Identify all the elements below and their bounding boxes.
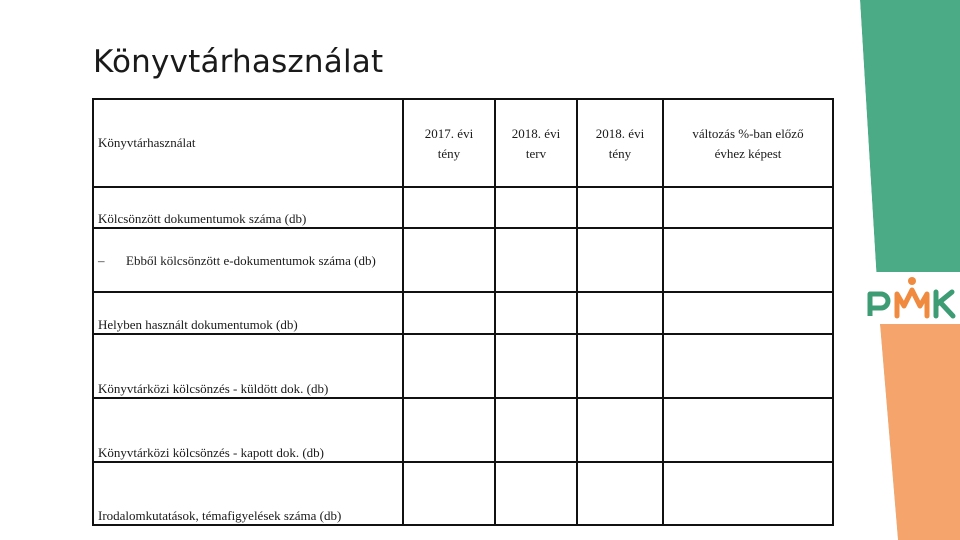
table-row xyxy=(93,398,833,462)
table-cell xyxy=(663,398,833,462)
pmk-logo xyxy=(864,272,960,324)
table-cell xyxy=(403,334,495,398)
table-cell xyxy=(577,228,663,292)
row-label: Helyben használt dokumentumok (db) xyxy=(93,292,403,334)
table-cell xyxy=(495,334,577,398)
column-header-line2: terv xyxy=(525,146,547,161)
library-usage-table xyxy=(92,98,834,526)
column-header-line2: tény xyxy=(608,146,632,161)
table-cell xyxy=(495,462,577,525)
column-header-line2: tény xyxy=(437,146,461,161)
table-cell xyxy=(663,187,833,228)
table-cell xyxy=(577,462,663,525)
table-cell xyxy=(577,334,663,398)
table-cell xyxy=(663,334,833,398)
row-label: Könyvtárközi kölcsönzés - kapott dok. (db) xyxy=(93,398,403,462)
column-header-line1: változás %-ban előző xyxy=(692,126,804,141)
column-header-line2: évhez képest xyxy=(714,146,782,161)
column-header-2018-plan xyxy=(495,99,577,187)
table-cell xyxy=(495,228,577,292)
table-cell xyxy=(495,292,577,334)
table-cell xyxy=(577,187,663,228)
row-label: Könyvtárközi kölcsönzés - küldött dok. (db) xyxy=(93,334,403,398)
column-header-change-percent xyxy=(663,99,833,187)
table-cell xyxy=(495,398,577,462)
table-cell xyxy=(663,292,833,334)
column-header-2017-actual xyxy=(403,99,495,187)
row-header-cell: Könyvtárhasználat xyxy=(93,99,403,187)
table-cell xyxy=(577,398,663,462)
table-cell xyxy=(403,462,495,525)
table-cell xyxy=(495,187,577,228)
table-row xyxy=(93,187,833,228)
row-label-sub xyxy=(93,228,403,292)
row-label: Kölcsönzött dokumentumok száma (db) xyxy=(93,187,403,228)
table-cell xyxy=(663,462,833,525)
column-header-line1: 2017. évi xyxy=(424,126,474,141)
column-header-line1: 2018. évi xyxy=(595,126,645,141)
slide-title: Könyvtárhasználat xyxy=(93,44,384,80)
table-cell xyxy=(577,292,663,334)
table-cell xyxy=(663,228,833,292)
decorative-side-bands xyxy=(840,0,960,540)
row-label: Ebből kölcsönzött e-dokumentumok száma (db) xyxy=(126,252,376,268)
table-cell xyxy=(403,228,495,292)
table-cell xyxy=(403,398,495,462)
dash-bullet: – xyxy=(98,252,105,268)
table-cell xyxy=(403,292,495,334)
table-row xyxy=(93,334,833,398)
table-row xyxy=(93,228,833,292)
table-row xyxy=(93,462,833,525)
header-row xyxy=(93,99,833,187)
table-cell xyxy=(403,187,495,228)
column-header-2018-actual xyxy=(577,99,663,187)
row-label: Irodalomkutatások, témafigyelések száma (db) xyxy=(93,462,403,525)
table-row xyxy=(93,292,833,334)
column-header-line1: 2018. évi xyxy=(511,126,561,141)
